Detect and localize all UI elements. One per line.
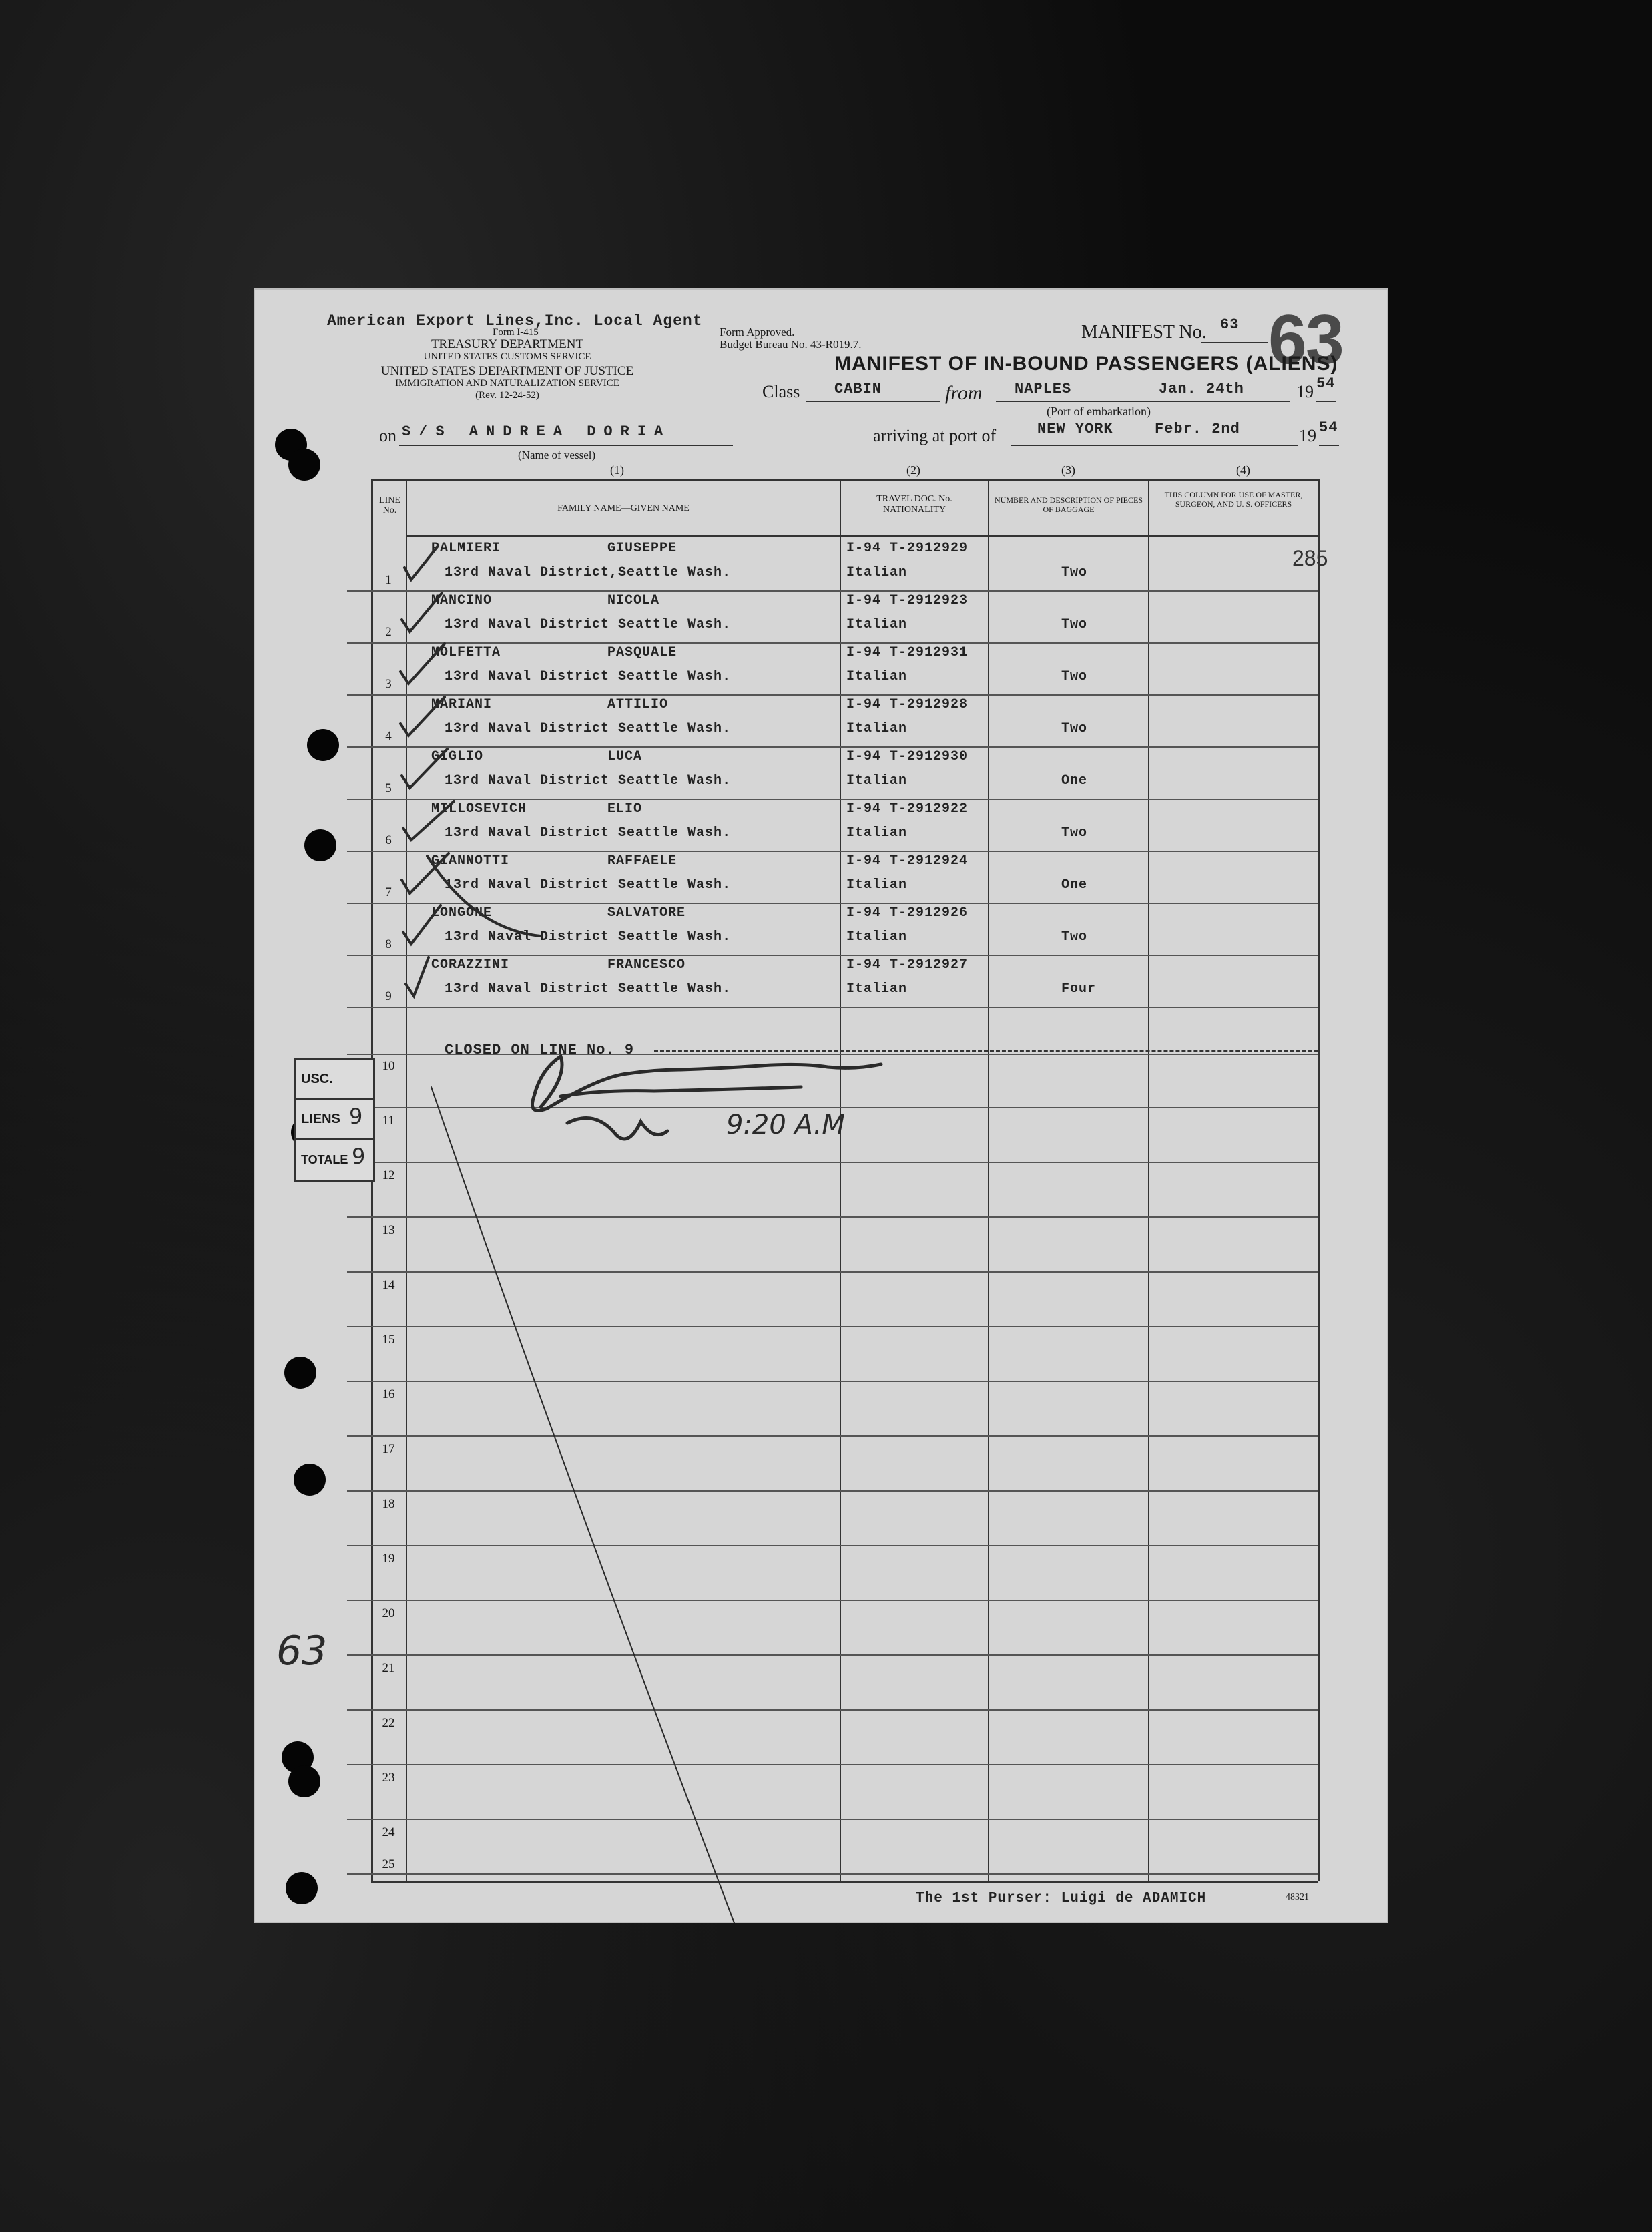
line-number: 23 xyxy=(382,1771,395,1785)
passenger-baggage: Two xyxy=(1061,721,1088,736)
class-value: CABIN xyxy=(834,381,882,397)
manifest-number-stamp: 63 xyxy=(1268,301,1343,379)
diagonal-strike xyxy=(431,1087,734,1923)
column-number-3: (3) xyxy=(1061,463,1075,477)
passenger-family-name: MARIANI xyxy=(431,697,493,712)
line-number: 18 xyxy=(382,1497,395,1511)
passenger-given-name: ELIO xyxy=(607,801,643,817)
line-number: 25 xyxy=(382,1857,395,1871)
purser-line: The 1st Purser: Luigi de ADAMICH xyxy=(916,1891,1207,1906)
handwritten-time: 9:20 A.M xyxy=(726,1110,845,1140)
passenger-travel-doc: I-94 T-2912927 xyxy=(846,957,969,973)
form-revision: (Rev. 12-24-52) xyxy=(475,390,539,401)
passenger-given-name: FRANCESCO xyxy=(607,957,686,973)
passenger-travel-doc: I-94 T-2912931 xyxy=(846,645,969,660)
port-value: NEW YORK xyxy=(1037,421,1113,437)
agent-line: American Export Lines,Inc. Local Agent xyxy=(327,312,703,330)
column-number-4: (4) xyxy=(1236,463,1250,477)
from-label: from xyxy=(945,382,983,404)
passenger-address: 13rd Naval District Seattle Wash. xyxy=(445,877,732,893)
passenger-nationality: Italian xyxy=(846,617,908,632)
check-mark xyxy=(402,853,449,893)
check-mark xyxy=(406,957,429,996)
passenger-address: 13rd Naval District Seattle Wash. xyxy=(445,929,732,945)
arrival-year: 54 xyxy=(1319,419,1338,436)
passenger-travel-doc: I-94 T-2912930 xyxy=(846,749,969,764)
handwriting-overlay xyxy=(254,288,1388,1923)
line-number: 21 xyxy=(382,1661,395,1675)
justice-department: UNITED STATES DEPARTMENT OF JUSTICE xyxy=(380,364,634,378)
line-number: 20 xyxy=(382,1606,395,1620)
manifest-number-typed: 63 xyxy=(1220,316,1240,333)
on-label: on xyxy=(379,426,396,445)
check-mark xyxy=(402,749,447,788)
margin-number: 63 xyxy=(276,1628,328,1675)
passenger-address: 13rd Naval District Seattle Wash. xyxy=(445,721,732,736)
line-number: 13 xyxy=(382,1223,395,1237)
arriving-label: arriving at port of xyxy=(873,426,997,445)
header-travel-doc: TRAVEL DOC. No. NATIONALITY xyxy=(876,494,952,515)
passenger-travel-doc: I-94 T-2912926 xyxy=(846,905,969,921)
passenger-given-name: SALVATORE xyxy=(607,905,686,921)
passenger-given-name: NICOLA xyxy=(607,593,660,608)
passenger-baggage: Four xyxy=(1061,981,1097,997)
passenger-address: 13rd Naval District,Seattle Wash. xyxy=(445,565,732,580)
check-mark xyxy=(403,801,454,840)
line-number: 24 xyxy=(382,1825,395,1839)
line-number: 5 xyxy=(385,781,392,795)
passenger-nationality: Italian xyxy=(846,825,908,841)
manifest-title: MANIFEST OF IN-BOUND PASSENGERS (ALIENS) xyxy=(834,353,1338,375)
line-number: 3 xyxy=(385,677,392,691)
line-number: 17 xyxy=(382,1442,395,1456)
passenger-family-name: GIANNOTTI xyxy=(431,853,510,869)
passenger-family-name: LONGONE xyxy=(431,905,493,921)
check-mark xyxy=(403,905,441,944)
header-family-name: FAMILY NAME—GIVEN NAME xyxy=(557,503,690,513)
passenger-address: 13rd Naval District Seattle Wash. xyxy=(445,617,732,632)
aliens-label: LIENS xyxy=(301,1112,340,1126)
line-number: 16 xyxy=(382,1387,395,1401)
signature xyxy=(533,1056,882,1110)
passenger-baggage: One xyxy=(1061,773,1088,789)
signature-flourish xyxy=(567,1118,667,1139)
passenger-travel-doc: I-94 T-2912924 xyxy=(846,853,969,869)
embark-year: 54 xyxy=(1316,375,1336,392)
embark-year-prefix: 19 xyxy=(1296,382,1314,401)
aliens-value: 9 xyxy=(349,1104,363,1129)
embark-caption: (Port of embarkation) xyxy=(1047,405,1151,418)
arrival-date: Febr. 2nd xyxy=(1155,421,1240,437)
budget-bureau: Budget Bureau No. 43-R019.7. xyxy=(720,338,862,351)
vessel-caption: (Name of vessel) xyxy=(518,449,596,461)
from-value: NAPLES xyxy=(1015,381,1072,397)
customs-service: UNITED STATES CUSTOMS SERVICE xyxy=(423,351,591,362)
embark-date: Jan. 24th xyxy=(1159,381,1244,397)
giannotti-curve xyxy=(427,856,541,936)
passenger-family-name: PALMIERI xyxy=(431,541,501,556)
header-officers: THIS COLUMN FOR USE OF MASTER, SURGEON, AND U. S. OFFICERS xyxy=(1164,490,1303,509)
passenger-baggage: Two xyxy=(1061,565,1088,580)
passenger-address: 13rd Naval District Seattle Wash. xyxy=(445,981,732,997)
header-line-no: LINE No. xyxy=(379,495,400,515)
passenger-baggage: Two xyxy=(1061,825,1088,841)
print-code: 48321 xyxy=(1286,1892,1309,1902)
closed-on-line: CLOSED ON LINE No. 9 xyxy=(445,1042,635,1058)
check-mark xyxy=(400,644,445,684)
line-number: 6 xyxy=(385,833,392,847)
passenger-nationality: Italian xyxy=(846,981,908,997)
passenger-given-name: ATTILIO xyxy=(607,697,669,712)
line-number: 1 xyxy=(385,573,392,587)
passenger-address: 13rd Naval District Seattle Wash. xyxy=(445,669,732,684)
passenger-given-name: GIUSEPPE xyxy=(607,541,677,556)
manifest-number-label: MANIFEST No. xyxy=(1081,322,1207,343)
passenger-baggage: Two xyxy=(1061,669,1088,684)
manifest-sheet xyxy=(254,288,1388,1923)
line-number: 11 xyxy=(382,1114,395,1128)
passenger-nationality: Italian xyxy=(846,669,908,684)
arrival-year-prefix: 19 xyxy=(1299,426,1316,445)
passenger-given-name: LUCA xyxy=(607,749,643,764)
passenger-travel-doc: I-94 T-2912929 xyxy=(846,541,969,556)
check-mark xyxy=(404,546,438,580)
passenger-address: 13rd Naval District Seattle Wash. xyxy=(445,773,732,789)
line-number: 4 xyxy=(385,729,392,743)
total-label: TOTALE xyxy=(301,1153,348,1166)
passenger-nationality: Italian xyxy=(846,773,908,789)
passenger-travel-doc: I-94 T-2912928 xyxy=(846,697,969,712)
passenger-family-name: MANCINO xyxy=(431,593,493,608)
line-number: 8 xyxy=(385,937,392,951)
line-number: 9 xyxy=(385,989,392,1003)
line-number: 12 xyxy=(382,1168,395,1182)
total-value: 9 xyxy=(352,1144,366,1169)
passenger-baggage: Two xyxy=(1061,929,1088,945)
passenger-baggage: One xyxy=(1061,877,1088,893)
passenger-travel-doc: I-94 T-2912922 xyxy=(846,801,969,817)
passenger-given-name: RAFFAELE xyxy=(607,853,677,869)
passenger-family-name: CORAZZINI xyxy=(431,957,510,973)
check-mark xyxy=(400,697,445,736)
check-mark xyxy=(402,593,442,632)
passenger-given-name: PASQUALE xyxy=(607,645,677,660)
treasury-department: TREASURY DEPARTMENT xyxy=(431,337,584,351)
line-number: 14 xyxy=(382,1278,395,1292)
line-number: 10 xyxy=(382,1059,395,1073)
line-number: 19 xyxy=(382,1552,395,1566)
column-number-1: (1) xyxy=(610,463,624,477)
form-number: Form I-415 xyxy=(493,327,539,338)
ins-service: IMMIGRATION AND NATURALIZATION SERVICE xyxy=(395,378,619,389)
passenger-baggage: Two xyxy=(1061,617,1088,632)
officer-note: 285 xyxy=(1292,546,1328,570)
passenger-nationality: Italian xyxy=(846,877,908,893)
passenger-address: 13rd Naval District Seattle Wash. xyxy=(445,825,732,841)
passenger-family-name: MOLFETTA xyxy=(431,645,501,660)
header-baggage: NUMBER AND DESCRIPTION OF PIECES OF BAGGAGE xyxy=(994,495,1143,514)
line-number: 22 xyxy=(382,1716,395,1730)
usc-label: USC. xyxy=(301,1072,333,1086)
form-approved: Form Approved. xyxy=(720,326,795,339)
vessel-value: S/S ANDREA DORIA xyxy=(402,423,671,440)
class-label: Class xyxy=(762,382,800,401)
line-number: 2 xyxy=(385,625,392,639)
passenger-family-name: GIGLIO xyxy=(431,749,484,764)
line-number: 7 xyxy=(385,885,392,899)
passenger-nationality: Italian xyxy=(846,721,908,736)
passenger-family-name: MILLOSEVICH xyxy=(431,801,527,817)
line-number: 15 xyxy=(382,1333,395,1347)
column-number-2: (2) xyxy=(906,463,920,477)
passenger-nationality: Italian xyxy=(846,929,908,945)
passenger-nationality: Italian xyxy=(846,565,908,580)
passenger-travel-doc: I-94 T-2912923 xyxy=(846,593,969,608)
